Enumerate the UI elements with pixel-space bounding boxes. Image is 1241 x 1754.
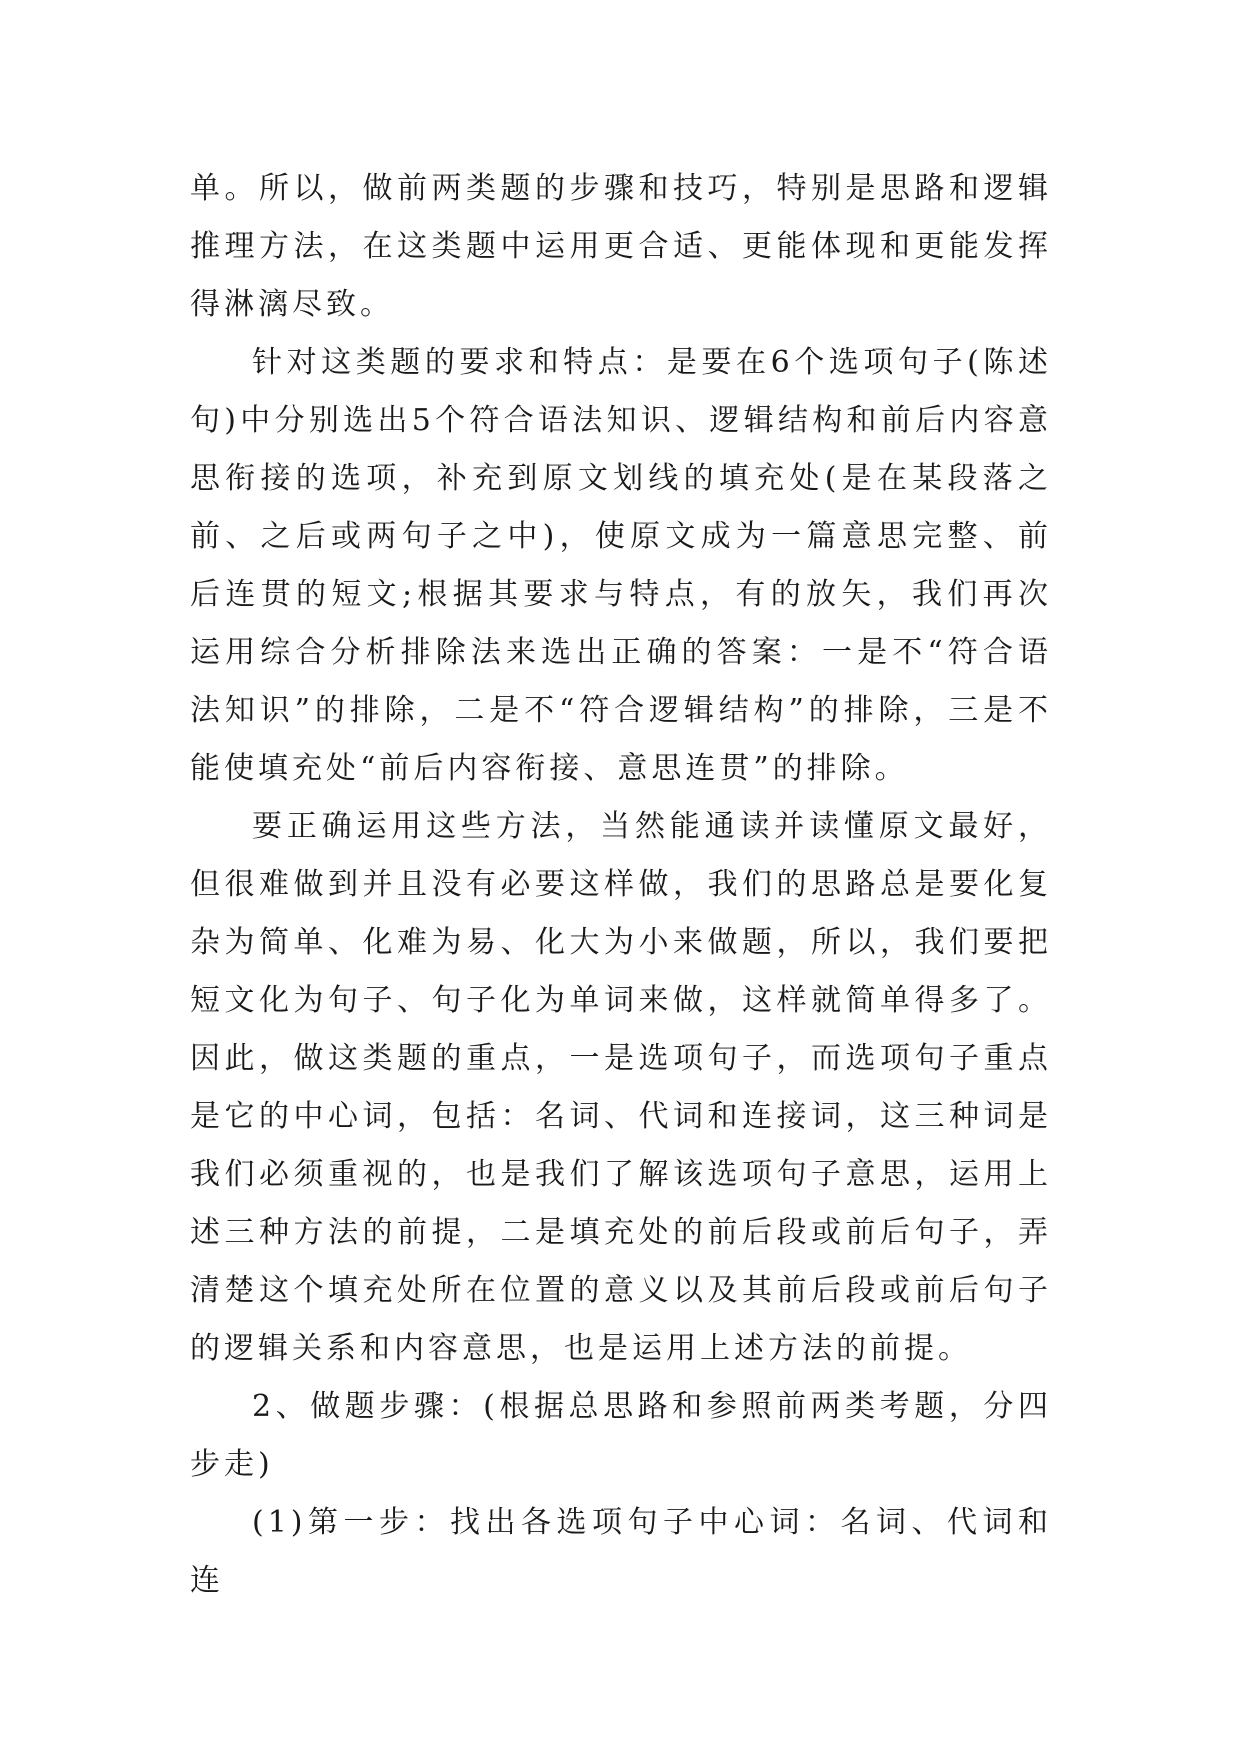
document-body <box>190 160 1052 1610</box>
paragraph-4: 2、做题步骤：(根据总思路和参照前两类考题，分四步走) <box>190 1389 1052 1482</box>
paragraph-2: 针对这类题的要求和特点：是要在6个选项句子(陈述句)中分别选出5个符合语法知识、逻辑结构和前后内容意思衔接的选项，补充到原文划线的填充处(是在某段落之前、之后或两句子之中)，使原文成为一篇意思完整、前后连贯的短文;根据其要求与特点，有的放矢，我们再次运用综合分析排除法来选出正确的答案：一是不“符合语法知识”的排除，二是不“符合逻辑结构”的排除，三是不能使填充处“前后内容衔接、意思连贯”的排除。 <box>190 345 1052 786</box>
paragraph-3: 要正确运用这些方法，当然能通读并读懂原文最好，但很难做到并且没有必要这样做，我们的思路总是要化复杂为简单、化难为易、化大为小来做题，所以，我们要把短文化为句子、句子化为单词来做，这样就简单得多了。因此，做这类题的重点，一是选项句子，而选项句子重点是它的中心词，包括：名词、代词和连接词，这三种词是我们必须重视的，也是我们了解该选项句子意思，运用上述三种方法的前提，二是填充处的前后段或前后句子，弄清楚这个填充处所在位置的意义以及其前后段或前后句子的逻辑关系和内容意思，也是运用上述方法的前提。 <box>190 809 1052 1366</box>
paragraph-1: 单。所以，做前两类题的步骤和技巧，特别是思路和逻辑推理方法，在这类题中运用更合适、更能体现和更能发挥得淋漓尽致。 <box>190 171 1052 322</box>
paragraph-5: (1)第一步：找出各选项句子中心词：名词、代词和连 <box>190 1505 1052 1598</box>
